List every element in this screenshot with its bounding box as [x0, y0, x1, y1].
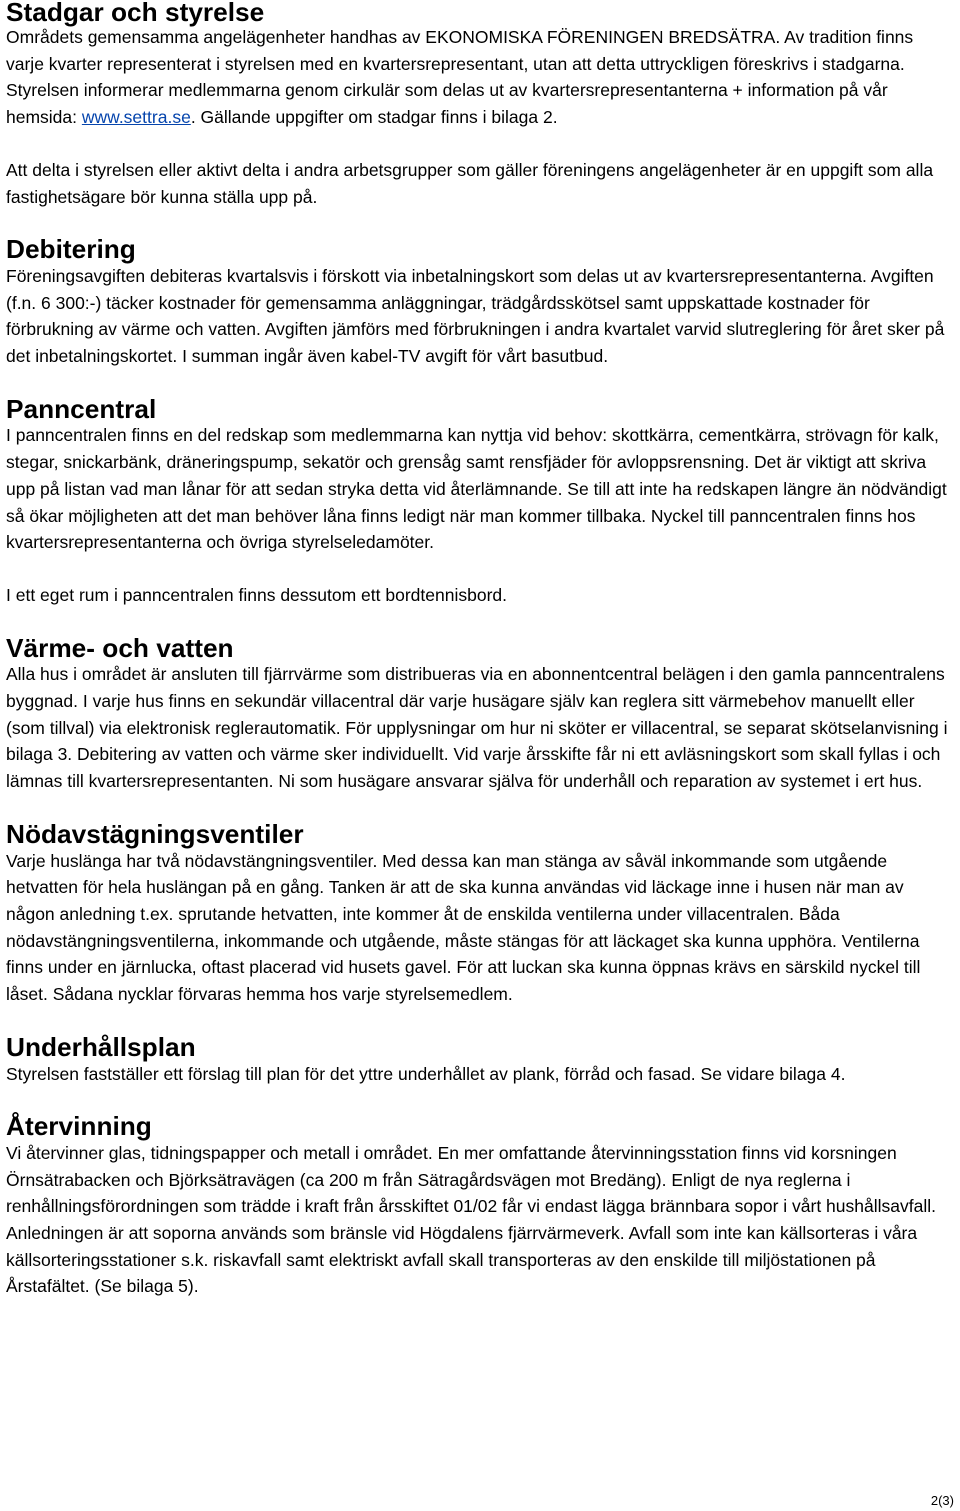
nodavstangning-paragraph-1: Varje huslänga har två nödavstängningsventiler. Med dessa kan man stänga av såväl inkommande som utgående hetvatten för hela huslängan på en gång. Tanken är att de ska kunna användas vid läckage inne i husen när man av någon anledning t.ex. sprutande hetvatten, inte kommer åt de enskilda ventilerna under villacentralen. Båda nödavstängningsventilerna, inkommande och utgående, måste stängas för att läckaget ska kunna upphöra. Ventilerna finns under en järnlucka, oftast placerad vid husets gavel. För att luckan ska kunna öppnas krävs en särskild nyckel till låset. Sådana nycklar förvaras hemma hos varje styrelsemedlem. — [6, 850, 921, 1005]
stadgar-paragraph-1 — [6, 24, 950, 131]
section-heading-nodavstangning: Nödavstägningsventiler — [6, 818, 304, 849]
section-heading-stadgar: Stadgar och styrelse — [6, 0, 265, 27]
section-atervinning — [6, 1113, 950, 1300]
spacer — [6, 609, 950, 635]
section-heading-panncentral: Panncentral — [6, 393, 157, 424]
spacer — [6, 210, 950, 236]
panncentral-paragraph-2: I ett eget rum i panncentralen finns dessutom ett bordtennisbord. — [6, 584, 507, 605]
varme-paragraph-1: Alla hus i området är ansluten till fjärrvärme som distribueras via en abonnentcentral belägen i den gamla panncentralens byggnad. I varje hus finns en sekundär villacentral där varje husägare själv kan reglera sitt värmebehov manuellt eller (som tillval) via elektronisk reglerautomatik. För upplysningar om hur ni sköter er villacentral, se separat skötselanvisning i bilaga 3. Debitering av vatten och värme sker individuellt. Vid varje årsskifte får ni ett avläsningskort som skall fyllas i och lämnas till kvartersrepresentanten. Ni som husägare ansvarar själva för underhåll och reparation av systemet i ert hus. — [6, 664, 948, 792]
section-heading-varme: Värme- och vatten — [6, 632, 234, 663]
section-heading-underhall: Underhållsplan — [6, 1031, 196, 1062]
spacer — [6, 1087, 950, 1113]
spacer — [6, 131, 950, 157]
spacer — [6, 1008, 950, 1034]
atervinning-paragraph-1: Vi återvinner glas, tidningspapper och metall i området. En mer omfattande återvinningsstation finns vid korsningen Örnsätrabacken och Björksätravägen (ca 200 m från Sätragårdsvägen mot Bredäng). Enligt de nya reglerna i renhållningsförordningen som trädde i kraft från årsskiftet 01/02 får vi endast lägga brännbara sopor i vårt hushållsavfall. Anledningen är att soporna används som bränsle vid Högdalens fjärrvärmeverk. Avfall som inte kan källsorteras i våra källsorteringsstationer s.k. riskavfall samt elektriskt avfall skall transporteras av den enskilde till miljöstationen på Årstafältet. (Se bilaga 5). — [6, 1142, 936, 1297]
underhall-paragraph-1: Styrelsen fastställer ett förslag till plan för det yttre underhållet av plank, förråd och fasad. Se vidare bilaga 4. — [6, 1063, 846, 1084]
stadgar-text-part1: Områdets gemensamma angelägenheter handhas av EKONOMISKA FÖRENINGEN BREDSÄTRA. Av tradition finns varje kvarter representerat i styrelsen med en kvartersrepresentant, utan att detta uttryckligen föreskrivs i stadgarna. Styrelsen informerar medlemmarna genom cirkulär som delas ut av kvartersrepresentanterna + information på vår hemsida: — [6, 27, 914, 128]
section-panncentral — [6, 393, 950, 609]
debitering-paragraph-1: Föreningsavgiften debiteras kvartalsvis i förskott via inbetalningskort som delas ut av kvartersrepresentanterna. Avgiften (f.n. 6 300:-) täcker kostnader för gemensamma anläggningar, trädgårdsskötsel samt uppskattade kostnader för förbrukning av värme och vatten. Avgiften jämförs med förbrukningen i andra kvartalet varvid slutreglering för året sker på det inbetalningskortet. I summan ingår även kabel-TV avgift för vårt basutbud. — [6, 265, 945, 367]
website-link[interactable]: www.settra.se — [81, 107, 191, 128]
spacer — [6, 556, 950, 582]
stadgar-text-part2: . Gällande uppgifter om stadgar finns i bilaga 2. — [190, 107, 558, 128]
panncentral-paragraph-1: I panncentralen finns en del redskap som medlemmarna kan nyttja vid behov: skottkärra, cementkärra, strövagn för kalk, stegar, snickarbänk, dräneringspump, sekatör och grensåg samt rensfjäder för avloppsrensning. Det är viktigt att skriva upp på listan vad man lånar för att sedan stryka detta vid återlämnande. Se till att inte ha redskapen längre än nödvändigt så ökar möjligheten att det man behöver låna finns ledigt när man kommer tillbaka. Nyckel till panncentralen finns hos kvartersrepresentanterna och övriga styrelseledamöter. — [6, 425, 947, 553]
section-stadgar — [6, 0, 950, 210]
section-heading-atervinning: Återvinning — [6, 1111, 152, 1142]
section-varme — [6, 632, 950, 795]
section-underhall — [6, 1031, 950, 1087]
section-debitering — [6, 236, 950, 370]
document-page — [6, 0, 950, 1300]
section-nodavstangning — [6, 818, 950, 1008]
stadgar-paragraph-2: Att delta i styrelsen eller aktivt delta i andra arbetsgrupper som gäller föreningens angelägenheter är en uppgift som alla fastighetsägare bör kunna ställa upp på. — [6, 159, 934, 207]
page-number: 2(3) — [930, 1493, 954, 1508]
spacer — [6, 370, 950, 396]
spacer — [6, 795, 950, 821]
section-heading-debitering: Debitering — [6, 234, 136, 265]
